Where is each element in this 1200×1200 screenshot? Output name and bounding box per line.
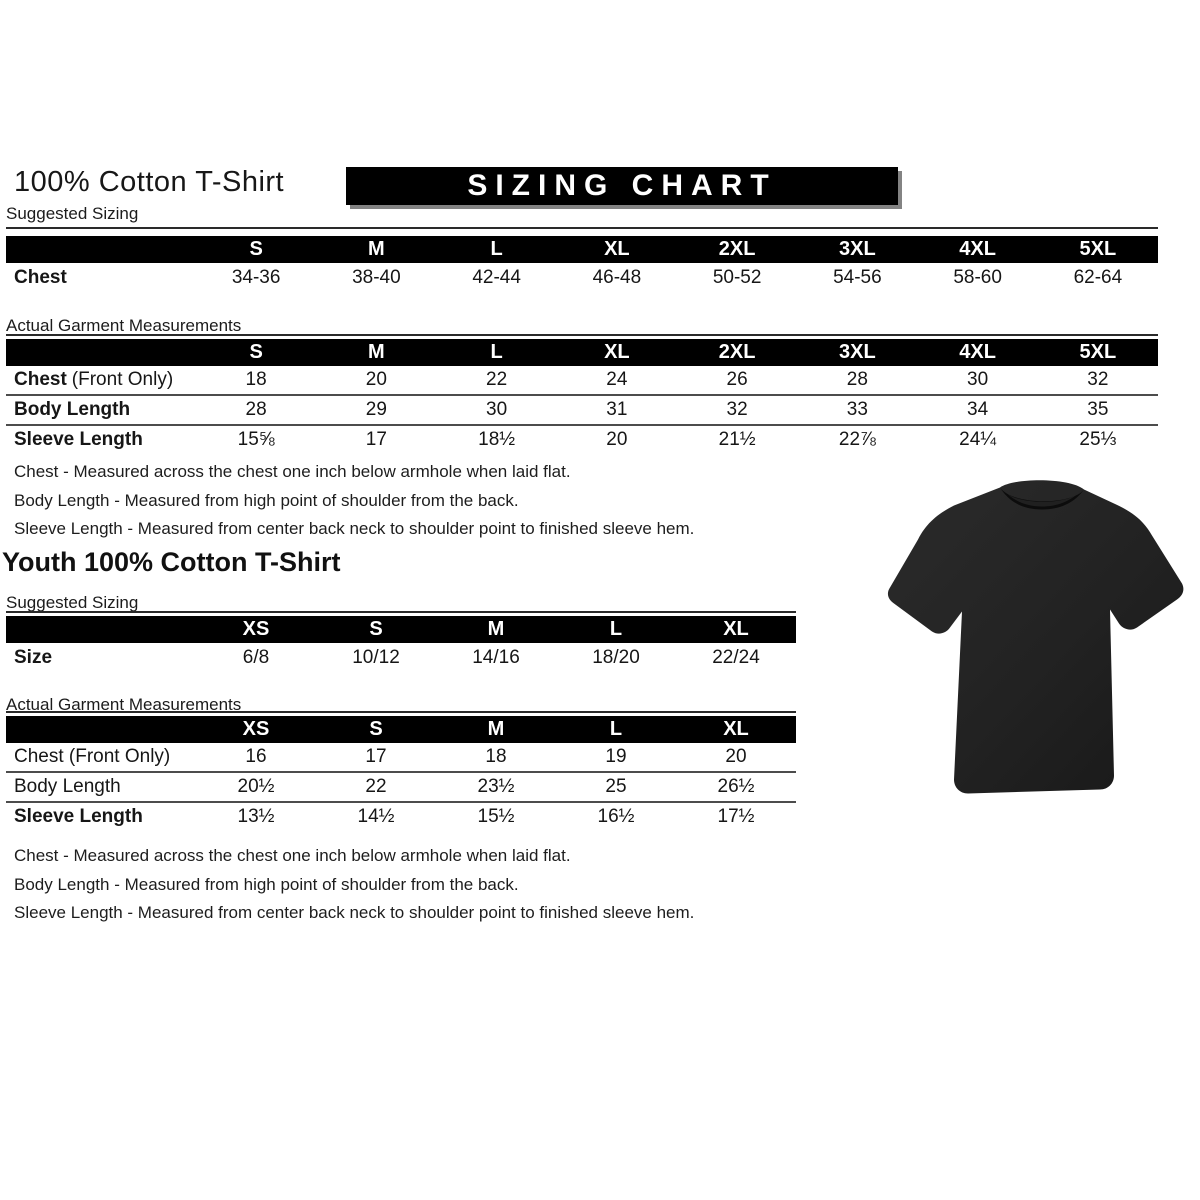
measurement-value: 32 [726,399,748,420]
measurement-value: 42-44 [472,266,521,288]
size-column-header: 4XL [959,238,996,260]
measurement-row [6,771,796,801]
note-line: Chest - Measured across the chest one inch below armhole when laid flat. [14,846,571,865]
adult-suggested-sizing-table [6,227,1158,292]
adult-measurement-notes [14,458,694,544]
measurement-row [6,424,1158,454]
measurement-value: 17 [365,429,387,450]
measurement-value: 16½ [597,806,635,827]
measurement-value: 20½ [237,776,275,797]
row-label: Chest (Front Only) [14,369,174,390]
measurement-value: 18 [485,746,507,767]
measurement-value: 22 [365,776,387,797]
measurement-value: 6/8 [242,646,270,668]
size-column-header: M [368,238,385,260]
youth-measurement-notes [14,842,694,928]
measurement-value: 10/12 [352,646,400,668]
size-column-header: 3XL [839,238,876,260]
note-line: Chest - Measured across the chest one inch below armhole when laid flat. [14,462,571,481]
note-line: Sleeve Length - Measured from center back neck to shoulder point to finished sleeve hem. [14,903,695,922]
note-line: Sleeve Length - Measured from center back neck to shoulder point to finished sleeve hem. [14,519,695,538]
row-label: Body Length [14,776,121,797]
measurement-value: 22⅞ [838,429,876,450]
adult-actual-measurements-table [6,334,1158,454]
youth-suggested-sizing-table [6,611,796,672]
table-header-row [6,616,796,643]
row-label: Sleeve Length [14,429,143,450]
size-column-header: XS [242,618,270,640]
measurement-value: 16 [245,746,267,767]
measurement-value: 15½ [477,806,515,827]
measurement-value: 18 [245,369,267,390]
measurement-value: 34 [967,399,989,420]
size-column-header: XL [723,618,749,640]
measurement-value: 20 [365,369,387,390]
measurement-row [6,801,796,831]
tshirt-body [888,480,1183,793]
table-header-row [6,236,1158,263]
measurement-value: 14½ [357,806,395,827]
table-header-row [6,716,796,743]
measurement-row [6,743,796,771]
measurement-value: 62-64 [1073,266,1123,288]
measurement-value: 28 [846,369,868,390]
measurement-value: 38-40 [352,266,401,288]
size-column-header: 3XL [839,341,876,363]
size-column-header: XS [242,718,270,740]
youth-product-title: Youth 100% Cotton T-Shirt [2,547,341,577]
measurement-value: 31 [606,399,628,420]
youth-actual-measurements-label: Actual Garment Measurements [6,695,242,714]
size-column-header: L [490,238,503,260]
size-column-header: 4XL [959,341,996,363]
measurement-value: 33 [846,399,868,420]
measurement-value: 25 [605,776,627,797]
size-column-header: S [249,238,263,260]
measurement-row [6,263,1158,292]
measurement-value: 46-48 [592,266,642,288]
measurement-value: 13½ [237,806,275,827]
measurement-value: 54-56 [833,266,882,288]
measurement-value: 17½ [717,806,755,827]
adult-actual-measurements-label: Actual Garment Measurements [6,316,242,335]
measurement-value: 26 [726,369,748,390]
measurement-value: 50-52 [712,266,762,288]
size-column-header: L [490,341,503,363]
measurement-row [6,394,1158,424]
measurement-value: 17 [365,746,387,767]
row-label: Sleeve Length [14,806,143,827]
size-column-header: M [368,341,385,363]
size-column-header: 2XL [718,238,756,260]
measurement-value: 35 [1087,399,1109,420]
measurement-value: 24¼ [959,429,997,450]
measurement-value: 14/16 [472,646,520,668]
note-line: Body Length - Measured from high point of shoulder from the back. [14,490,519,510]
measurement-value: 58-60 [953,266,1002,288]
note-line: Body Length - Measured from high point of shoulder from the back. [14,874,519,894]
row-label: Size [14,646,53,668]
row-label: Chest (Front Only) [14,746,171,767]
size-column-header: 5XL [1079,341,1117,363]
measurement-value: 18½ [478,429,516,450]
size-column-header: 5XL [1079,238,1117,260]
tshirt-illustration [882,463,1194,813]
size-column-header: S [249,341,263,363]
sizing-chart-banner: SIZING CHART [346,167,898,205]
size-column-header: 2XL [718,341,756,363]
measurement-row [6,643,796,672]
size-column-header: L [609,718,623,740]
youth-actual-measurements-table [6,711,796,831]
size-column-header: M [487,618,505,640]
adult-product-title: 100% Cotton T-Shirt [14,166,285,198]
size-column-header: S [369,618,383,640]
measurement-value: 20 [725,746,747,767]
measurement-value: 22/24 [712,646,760,668]
row-label: Chest [14,266,67,288]
youth-suggested-sizing-label: Suggested Sizing [6,593,139,612]
measurement-value: 18/20 [592,646,640,668]
measurement-value: 29 [365,399,387,420]
measurement-value: 21½ [718,429,756,450]
measurement-value: 32 [1087,369,1109,390]
measurement-value: 30 [967,369,989,390]
measurement-value: 23½ [477,776,515,797]
measurement-value: 19 [605,746,627,767]
size-column-header: S [369,718,383,740]
size-column-header: XL [604,341,630,363]
measurement-value: 34-36 [231,266,281,288]
size-column-header: XL [604,238,630,260]
adult-suggested-sizing-label: Suggested Sizing [6,204,139,223]
measurement-value: 20 [606,429,628,450]
measurement-value: 22 [486,369,508,390]
measurement-value: 26½ [717,776,755,797]
measurement-value: 15⅝ [237,429,275,450]
table-header-row [6,339,1158,366]
measurement-row [6,366,1158,394]
tshirt-photo [882,463,1194,813]
measurement-value: 28 [245,399,267,420]
measurement-value: 30 [486,399,508,420]
measurement-value: 24 [606,369,628,390]
measurement-value: 25⅓ [1079,429,1117,450]
size-column-header: M [487,718,505,740]
size-column-header: L [609,618,623,640]
size-column-header: XL [723,718,749,740]
row-label: Body Length [14,399,131,420]
